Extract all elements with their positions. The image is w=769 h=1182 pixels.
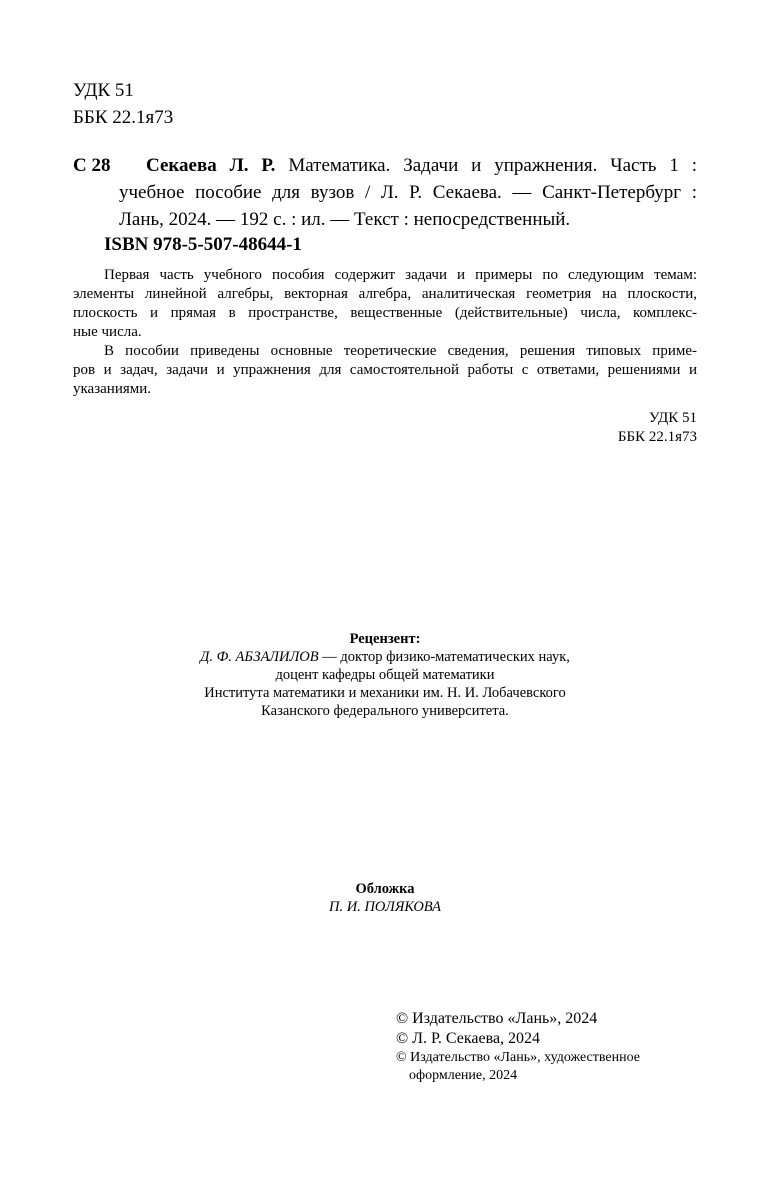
bib-line-3: Лань, 2024. — 192 с. : ил. — Текст : непосредственный. xyxy=(119,209,571,230)
author-name: Секаева Л. Р. xyxy=(146,155,276,176)
copyright-line-2: © Л. Р. Секаева, 2024 xyxy=(396,1030,541,1047)
bbk-code-right: ББК 22.1я73 xyxy=(617,429,697,445)
title-text: Математика. Задачи и упражнения. Часть 1 : xyxy=(288,155,697,176)
reviewer-name: Д. Ф. АБЗАЛИЛОВ xyxy=(200,649,319,665)
abstract-p1-line1: Первая часть учебного пособия содержит задачи и примеры по следующим темам: xyxy=(104,267,697,283)
classification-right xyxy=(560,409,697,447)
copyright-line-3b: оформление, 2024 xyxy=(409,1068,518,1083)
copyright-line-3a: © Издательство «Лань», художественное xyxy=(396,1050,640,1065)
classification-block xyxy=(73,77,173,131)
bibliographic-continuation xyxy=(119,179,697,233)
cover-block xyxy=(220,880,550,916)
copyright-line-1: © Издательство «Лань», 2024 xyxy=(396,1010,598,1027)
abstract-p2-line1: В пособии приведены основные теоретические сведения, решения типовых приме- xyxy=(104,343,697,359)
abstract-p2-line2: ров и задач, задачи и упражнения для самостоятельной работы с ответами, решениями и xyxy=(73,362,697,378)
abstract-p1-line4: ные числа. xyxy=(73,324,142,340)
abstract-p1-line3: плоскость и прямая в пространстве, вещественные (действительные) числа, комплекс- xyxy=(73,305,697,321)
reviewer-block xyxy=(120,630,650,720)
author-mark: С 28 xyxy=(73,155,111,176)
isbn: ISBN 978-5-507-48644-1 xyxy=(104,234,302,255)
reviewer-line-2: доцент кафедры общей математики xyxy=(275,667,495,683)
abstract-p1-line2: элементы линейной алгебры, векторная алгебра, аналитическая геометрия на плоскости, xyxy=(73,286,697,302)
bibliographic-record xyxy=(146,152,697,179)
bib-line-2: учебное пособие для вузов / Л. Р. Секаева. — Санкт-Петербург : xyxy=(119,182,697,203)
reviewer-line-3: Института математики и механики им. Н. И. Лобачевского xyxy=(204,685,566,701)
abstract-p2-line3: указаниями. xyxy=(73,381,152,397)
bib-line-1 xyxy=(146,152,697,179)
reviewer-line-4: Казанского федерального университета. xyxy=(261,703,509,719)
cover-heading: Обложка xyxy=(355,881,415,897)
udk-code: УДК 51 xyxy=(73,80,134,101)
reviewer-heading: Рецензент: xyxy=(349,631,421,647)
reviewer-line-1 xyxy=(120,648,650,666)
copyright-block xyxy=(396,1009,696,1085)
udk-code-right: УДК 51 xyxy=(648,410,697,426)
abstract xyxy=(73,266,697,399)
reviewer-title: — доктор физико-математических наук, xyxy=(318,649,570,665)
cover-designer-name: П. И. ПОЛЯКОВА xyxy=(329,899,441,915)
bbk-code: ББК 22.1я73 xyxy=(73,107,174,128)
